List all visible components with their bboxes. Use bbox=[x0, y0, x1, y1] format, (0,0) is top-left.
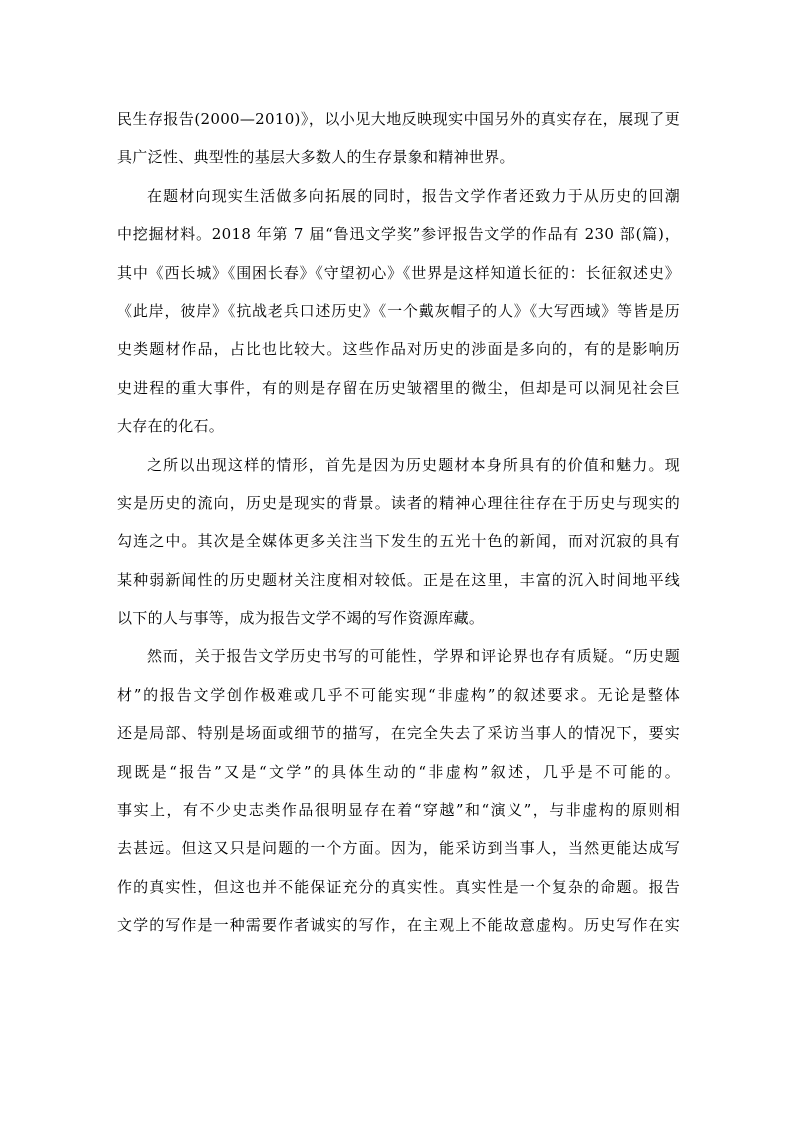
text-line: 去甚远。但这又只是问题的一个方面。因为，能采访到当事人，当然更能达成写 bbox=[117, 839, 680, 858]
text-line: 然而，关于报告文学历史书写的可能性，学界和评论界也存有质疑。“历史题 bbox=[147, 647, 680, 666]
text-line: 文学的写作是一种需要作者诚实的写作，在主观上不能故意虚构。历史写作在实 bbox=[117, 916, 680, 935]
text-line: 材”的报告文学创作极难或几乎不可能实现“非虚构”的叙述要求。无论是整体 bbox=[117, 685, 680, 704]
text-line: 史进程的重大事件，有的则是存留在历史皱褶里的微尘，但却是可以洞见社会巨 bbox=[117, 378, 680, 397]
text-line: 现既是“报告”又是“文学”的具体生动的“非虚构”叙述，几乎是不可能的。 bbox=[117, 762, 680, 781]
text-line: 事实上，有不少史志类作品很明显存在着“穿越”和“演义”，与非虚构的原则相 bbox=[117, 801, 680, 820]
text-line: 民生存报告(2000—2010)》，以小见大地反映现实中国另外的真实存在，展现了更 bbox=[117, 110, 680, 128]
text-line: 《此岸，彼岸》《抗战老兵口述历史》《一个戴灰帽子的人》《大写西域》等皆是历 bbox=[117, 301, 680, 320]
text-line: 具广泛性、典型性的基层大多数人的生存景象和精神世界。 bbox=[117, 148, 515, 167]
text-line: 之所以出现这样的情形，首先是因为历史题材本身所具有的价值和魅力。现 bbox=[147, 455, 680, 474]
text-line: 其中《西长城》《围困长春》《守望初心》《世界是这样知道长征的：长征叙述史》 bbox=[117, 263, 680, 282]
text-line: 以下的人与事等，成为报告文学不竭的写作资源库藏。 bbox=[117, 609, 485, 628]
text-line: 勾连之中。其次是全媒体更多关注当下发生的五光十色的新闻，而对沉寂的具有 bbox=[117, 532, 680, 551]
text-line: 实是历史的流向，历史是现实的背景。读者的精神心理往往存在于历史与现实的 bbox=[117, 493, 680, 512]
text-line: 还是局部、特别是场面或细节的描写，在完全失去了采访当事人的情况下，要实 bbox=[117, 724, 680, 743]
text-line: 史类题材作品，占比也比较大。这些作品对历史的涉面是多向的，有的是影响历 bbox=[117, 340, 680, 359]
text-line: 大存在的化石。 bbox=[117, 417, 225, 436]
text-line: 中挖掘材料。2018 年第 7 届“鲁迅文学奖”参评报告文学的作品有 230 部(篇)， bbox=[117, 225, 680, 244]
document-page bbox=[117, 100, 680, 945]
text-line: 作的真实性，但这也并不能保证充分的真实性。真实性是一个复杂的命题。报告 bbox=[117, 877, 680, 896]
text-line: 某种弱新闻性的历史题材关注度相对较低。正是在这里，丰富的沉入时间地平线 bbox=[117, 570, 680, 589]
text-line: 在题材向现实生活做多向拓展的同时，报告文学作者还致力于从历史的回潮 bbox=[147, 186, 680, 205]
